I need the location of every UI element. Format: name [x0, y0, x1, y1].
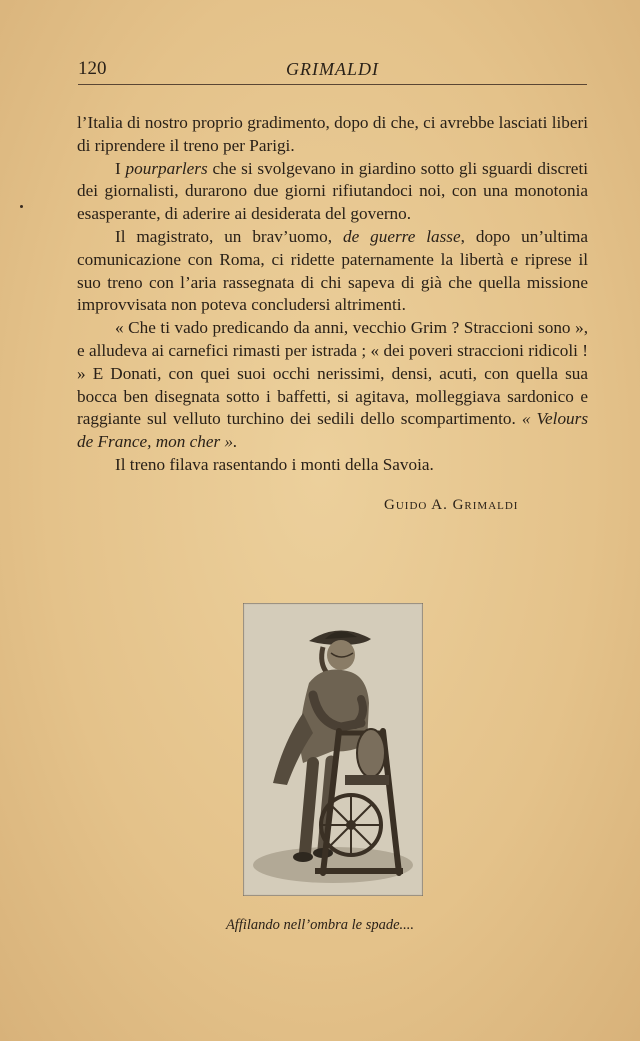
running-title: GRIMALDI: [286, 59, 379, 79]
text-run: « Che ti vado predicando da anni, vecchio Grim ? Straccioni sono », e alludeva ai carnefici rimasti per istrada ; « dei poveri straccioni ridicoli ! » E Donati, con quei suoi occhi nerissimi, densi, acuti, con quella sua bocca ben disegnata sotto i baffetti, si agitava, molleggiava sardonico e raggiante sul velluto turchino dei sedili dello scompartimento.: [77, 318, 588, 429]
paragraph: [77, 317, 588, 454]
italic-phrase: pourparlers: [125, 158, 208, 178]
text-run: , dopo un’ultima comunicazione con Roma, ci ridette paternamente la libertà e riprese il suo treno con l’aria rassegnata di chi sapeva di già che quella missione improvvisata non poteva concludersi altrimenti.: [77, 226, 589, 315]
text-run: Il magistrato, un brav’uomo,: [115, 226, 343, 246]
illustration-caption: Affilando nell’ombra le spade....: [225, 917, 415, 933]
text-run: Il treno filava rasentando i monti della Savoia.: [115, 454, 434, 474]
text-run: che si svolgevano in giardino sotto gli sguardi discreti dei giornalisti, durarono due giorni rifiutandoci noi, con una monotonia esasperante, di aderire ai desiderata del governo.: [77, 158, 588, 224]
engraving-illustration: [243, 603, 423, 896]
paragraph: [77, 454, 588, 477]
page-number: 120: [78, 58, 107, 79]
author-signature: Guido A. Grimaldi: [384, 497, 519, 513]
text-run: l’Italia di nostro proprio gradimento, dopo di che, ci avrebbe lasciati liberi di riprendere il treno per Parigi.: [77, 113, 588, 155]
page-header: [78, 56, 587, 85]
italic-phrase: « Velours de France, mon cher ».: [77, 409, 589, 452]
text-run: I: [115, 158, 126, 178]
paragraph: [77, 158, 588, 226]
body-text: [77, 112, 588, 477]
italic-phrase: de guerre lasse: [342, 226, 461, 246]
ink-speck: [20, 205, 23, 208]
paragraph: [77, 226, 588, 317]
paragraph: [77, 112, 588, 158]
